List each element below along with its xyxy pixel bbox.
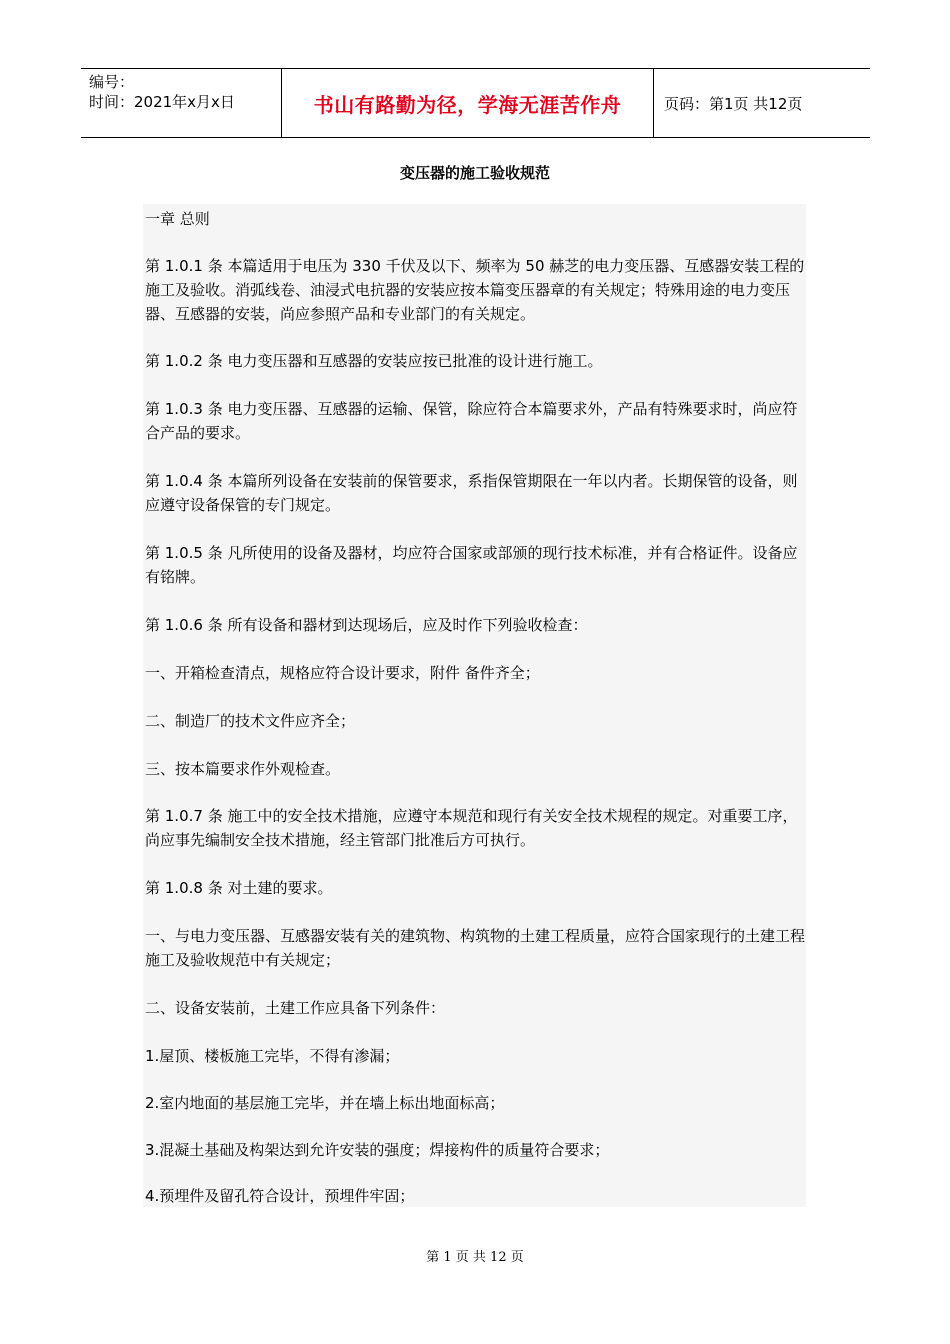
list-item: 三、按本篇要求作外观检查。 xyxy=(145,760,341,778)
paragraph: 第 1.0.3 条 电力变压器、互感器的运输、保管，除应符合本篇要求外，产品有特殊要求时，尚应符合产品的要求。 xyxy=(145,400,798,442)
document-title: 变压器的施工验收规范 xyxy=(399,164,550,182)
page-footer: 第 1 页 共 12 页 xyxy=(426,1250,524,1265)
list-item: 4.预埋件及留孔符合设计，预埋件牢固； xyxy=(145,1187,415,1205)
list-item: 二、设备安装前，土建工作应具备下列条件： xyxy=(145,999,446,1017)
header-table xyxy=(81,68,870,138)
header-motto: 书山有路勤为径，学海无涯苦作舟 xyxy=(281,69,654,137)
list-item: 一、与电力变压器、互感器安装有关的建筑物、构筑物的土建工程质量，应符合国家现行的土建工程施工及验收规范中有关规定； xyxy=(145,927,806,969)
document-body xyxy=(143,204,806,1207)
paragraph: 第 1.0.4 条 本篇所列设备在安装前的保管要求，系指保管期限在一年以内者。长期保管的设备，则应遵守设备保管的专门规定。 xyxy=(145,472,798,514)
list-item: 1.屋顶、楼板施工完毕，不得有渗漏； xyxy=(145,1047,400,1065)
paragraph: 第 1.0.8 条 对土建的要求。 xyxy=(145,879,333,897)
list-item: 3.混凝土基础及构架达到允许安装的强度；焊接构件的质量符合要求； xyxy=(145,1141,610,1159)
header-page-info: 页码：第1页 共12页 xyxy=(664,94,803,113)
header-meta xyxy=(81,69,281,137)
paragraph: 第 1.0.5 条 凡所使用的设备及器材，均应符合国家或部颁的现行技术标准，并有合格证件。设备应有铭牌。 xyxy=(145,544,798,586)
list-item: 2.室内地面的基层施工完毕，并在墙上标出地面标高； xyxy=(145,1094,505,1112)
paragraph: 第 1.0.7 条 施工中的安全技术措施，应遵守本规范和现行有关安全技术规程的规定。对重要工序，尚应事先编制安全技术措施，经主管部门批准后方可执行。 xyxy=(145,807,798,849)
paragraph: 第 1.0.2 条 电力变压器和互感器的安装应按已批准的设计进行施工。 xyxy=(145,352,603,370)
list-item: 二、制造厂的技术文件应齐全； xyxy=(145,712,356,730)
document-number-label: 编号： xyxy=(89,73,135,91)
list-item: 一、开箱检查清点，规格应符合设计要求，附件 备件齐全； xyxy=(145,664,540,682)
paragraph: 第 1.0.1 条 本篇适用于电压为 330 千伏及以下、频率为 50 赫芝的电力变压器、互感器安装工程的施工及验收。消弧线卷、油浸式电抗器的安装应按本篇变压器章的有关规定；特殊用途的电力变压器、互感器的安装，尚应参照产品和专业部门的有关规定。 xyxy=(145,257,805,323)
chapter-heading: 一章 总则 xyxy=(145,210,210,228)
document-time-label: 时间：2021年x月x日 xyxy=(89,93,235,111)
paragraph: 第 1.0.6 条 所有设备和器材到达现场后，应及时作下列验收检查： xyxy=(145,616,588,634)
